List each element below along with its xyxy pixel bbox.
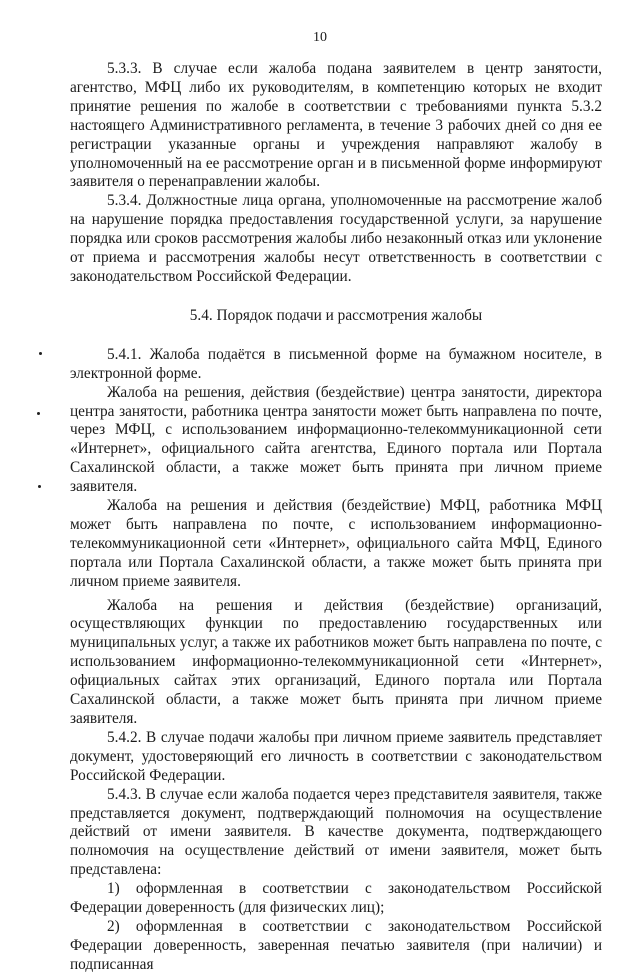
margin-mark	[39, 352, 42, 355]
paragraph-5-3-4: 5.3.4. Должностные лица органа, уполномоченные на рассмотрение жалоб на нарушение порядка предоставления государственной услуги, за нарушение порядка или сроков рассмотрения жалобы либо незаконный отказ или уклонение от приема и рассмотрения жалобы несут ответственность в соответствии с законодательством Российской Федерации.	[70, 192, 602, 285]
paragraph-complaint-employment-center: Жалоба на решения, действия (бездействие) центра занятости, директора центра занятости, работника центра занятости может быть направлена по почте, через МФЦ, с использованием информационно-телекоммуникационной сети «Интернет», официального сайта агентства, Единого портала или Портала Сахалинской области, а также может быть принята при личном приеме заявителя.	[70, 383, 602, 496]
margin-mark	[38, 485, 41, 488]
paragraph-complaint-mfc: Жалоба на решения и действия (бездействие) МФЦ, работника МФЦ может быть направлена по почте, с использованием информационно-телекоммуникационной сети «Интернет», официального сайта МФЦ, Единого портала или Портала Сахалинской области, а также может быть принята при личном приеме заявителя.	[70, 497, 602, 590]
page-number: 10	[313, 30, 327, 45]
paragraph-5-4-1: 5.4.1. Жалоба подаётся в письменной форме на бумажном носителе, в электронной форме.	[70, 345, 602, 382]
paragraph-5-4-3: 5.4.3. В случае если жалоба подается через представителя заявителя, также представляется документ, подтверждающий полномочия на осуществление действий от имени заявителя. В качестве документа, подтверждающего полномочия на осуществление действий от имени заявителя, может быть представлена:	[70, 785, 602, 879]
section-heading-5-4: 5.4. Порядок подачи и рассмотрения жалобы	[189, 306, 483, 324]
paragraph-5-4-2: 5.4.2. В случае подачи жалобы при личном приеме заявитель представляет документ, удостоверяющий его личность в соответствии с законодательством Российской Федерации.	[70, 728, 602, 784]
list-item-2: 2) оформленная в соответствии с законодательством Российской Федерации доверенность, заверенная печатью заявителя (при наличии) и подписанная	[70, 917, 602, 973]
paragraph-5-3-3: 5.3.3. В случае если жалоба подана заявителем в центр занятости, агентство, МФЦ либо их руководителям, в компетенцию которых не входит принятие решения по жалобе в соответствии с требованиями пункта 5.3.2 настоящего Административного регламента, в течение 3 рабочих дней со дня ее регистрации указанные органы и учреждения направляют жалобу в уполномоченный на ее рассмотрение орган и в письменной форме информируют заявителя о перенаправлении жалобы.	[70, 60, 602, 191]
document-body	[70, 60, 602, 975]
list-item-1: 1) оформленная в соответствии с законодательством Российской Федерации доверенность (для физических лиц);	[70, 880, 602, 917]
paragraph-complaint-organizations: Жалоба на решения и действия (бездействие) организаций, осуществляющих функции по предоставлению государственных или муниципальных услуг, а также их работников может быть направлена по почте, с использованием информационно-телекоммуникационной сети «Интернет», официальных сайтах этих организаций, Единого портала или Портала Сахалинской области, а также может быть принята при личном приеме заявителя.	[70, 596, 602, 727]
margin-mark	[37, 412, 40, 415]
